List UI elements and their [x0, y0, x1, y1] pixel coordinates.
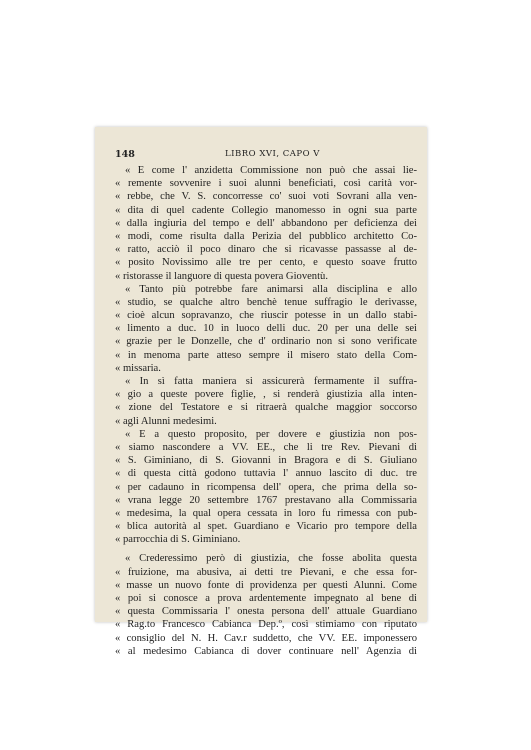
text-line: « Tanto più potrebbe fare animarsi alla disciplina e allo: [125, 283, 417, 295]
text-line: « per cadauno in ricompensa dell' opera, che prima della so-: [115, 481, 417, 493]
text-line: « al medesimo Cabianca di dover continuare nell' Agenzia di: [115, 645, 417, 657]
text-line: « grazie per le Donzelle, che d' ordinario non si sono verificate: [115, 336, 417, 348]
text-line: « agli Alunni medesimi.: [115, 415, 217, 427]
text-line: « gio a queste povere figlie, , si renderà giustizia alla inten-: [115, 389, 417, 401]
text-line: « E a questo proposito, per dovere e giustizia non pos-: [125, 428, 417, 440]
text-line: « cioè alcun sopravanzo, che riuscir potesse in un dallo stabi-: [115, 310, 417, 322]
text-line: « missaria.: [115, 362, 161, 374]
text-line: « In sì fatta maniera si assicurerà fermamente il suffra-: [125, 376, 417, 387]
text-line: « dalla ingiuria del tempo e dell' abbandono per deficienza dei: [115, 217, 417, 229]
text-line: « medesima, la qual opera cessata in loro fu rimessa con pub-: [115, 507, 417, 519]
text-line: « S. Giminiano, di S. Giovanni in Bragora e di S. Giuliano: [115, 455, 417, 467]
text-line: « questa Commissaria l' onesta persona dell' attuale Guardiano: [115, 606, 417, 618]
text-line: « parrocchia di S. Giminiano.: [115, 534, 241, 546]
text-line: « modi, come risulta dalla Perizia del pubblico architetto Co-: [115, 230, 417, 242]
body-text: [115, 164, 417, 658]
page-number: 148: [115, 149, 135, 160]
text-line: « ratto, acciò il poco dinaro che si ricavasse passasse al de-: [115, 244, 417, 256]
text-line: « Crederessimo però di giustizia, che fosse abolita questa: [125, 553, 417, 565]
text-line: « E come l' anzidetta Commissione non può che assai lie-: [125, 165, 417, 176]
text-line: « rebbe, che V. S. concorresse co' suoi voti Sovrani alla ven-: [115, 191, 417, 203]
text-line: « blica autorità al spet. Guardiano e Vicario pro tempore della: [115, 521, 417, 533]
text-line: « vrana legge 20 settembre 1767 prestavano alla Commissaria: [115, 494, 417, 506]
text-line: « poi si conosce a prova ardentemente impegnato al bene di: [115, 593, 417, 604]
text-line: « masse un nuovo fonte di providenza per questi Alunni. Come: [115, 579, 417, 591]
book-page: [95, 127, 427, 657]
text-line: « siamo nascondere a VV. EE., che li tre Rev. Pievani di: [115, 441, 417, 453]
text-line: « dita di quel cadente Collegio manomesso in ogni sua parte: [115, 204, 417, 216]
text-line: « ristorasse il languore di questa povera Gioventù.: [115, 270, 328, 282]
text-line: « Rag.to Francesco Cabianca Dep.º, così stimiamo con riputato: [115, 619, 417, 631]
text-line: « di questa città godono tuttavia l' annuo lascito di duc. tre: [115, 468, 417, 480]
text-line: « zione del Testatore e si ritraerà qualche maggior soccorso: [115, 402, 417, 414]
text-line: « consiglio del N. H. Cav.r suddetto, che VV. EE. imponessero: [115, 632, 417, 644]
running-head: LIBRO XVI, CAPO V: [225, 149, 320, 159]
text-line: « posito Novissimo alle tre per cento, e questo soave frutto: [115, 257, 417, 269]
text-line: « in menoma parte atteso sempre il misero stato della Com-: [115, 349, 417, 361]
text-line: « fruizione, ma abusiva, ai detti tre Pievani, e che essa for-: [115, 566, 417, 578]
text-line: « remente sovvenire i suoi alunni beneficiati, così carità vor-: [115, 178, 417, 190]
text-line: « limento a duc. 10 in luoco delli duc. 20 per una delle sei: [115, 323, 417, 335]
text-line: « studio, se qualche altro benchè tenue suffragio le derivasse,: [115, 296, 417, 308]
